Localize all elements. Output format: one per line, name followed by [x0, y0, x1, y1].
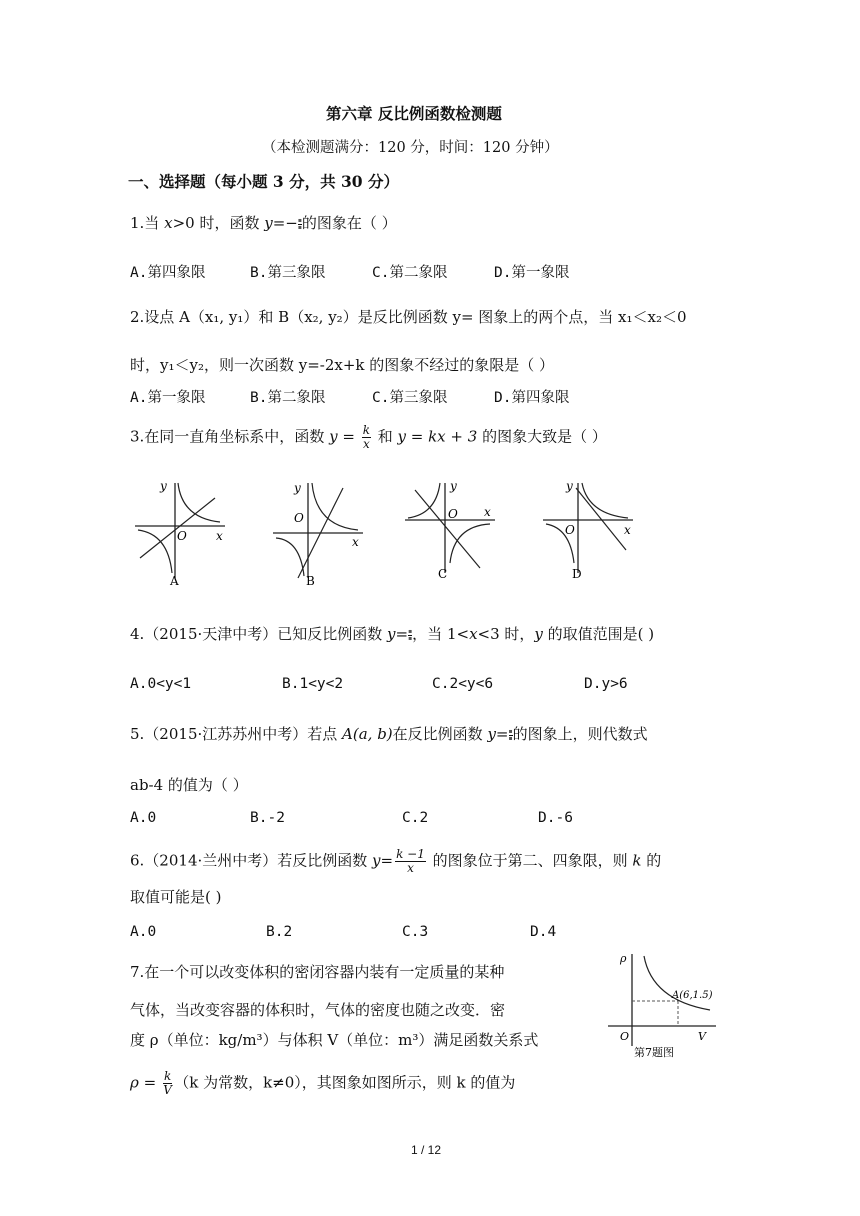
q2-option-c: C.第三象限 — [372, 390, 448, 406]
graph-b-x-label: x — [352, 535, 359, 549]
graph-d-x-label: x — [624, 523, 631, 537]
q4-option-d: D.y>6 — [584, 676, 628, 692]
q5-option-c: C.2 — [402, 810, 429, 826]
graph-d-label: D — [572, 567, 582, 581]
q1-option-a: A.第四象限 — [130, 265, 206, 281]
fraction-k-over-v: $\frac{k}{V}$ — [163, 1069, 172, 1097]
fraction-k-over-x: $\frac{k}{x}$ — [362, 423, 370, 451]
q5-option-b: B.-2 — [250, 810, 285, 826]
q1-option-b: B.第三象限 — [250, 265, 326, 281]
fraction-k-minus-1-over-x: $\frac{k -1}{x}$ — [396, 847, 425, 875]
q1-option-d: D.第一象限 — [494, 265, 570, 281]
graph-a-y-label: y — [160, 479, 167, 493]
q6-option-c: C.3 — [402, 924, 429, 940]
graph-c — [400, 478, 500, 588]
figure-7-rho-label: ρ — [620, 952, 627, 965]
graph-b — [268, 478, 368, 588]
question-3: 3.在同一直角坐标系中，函数 y = $\frac{k}{x}$ 和 y = kx + 3 的图象大致是（ ） — [130, 423, 607, 451]
graph-d-y-label: y — [566, 479, 573, 493]
question-6: 6.（2014·兰州中考）若反比例函数 y= $\frac{k -1}{x}$ 的图象位于第二、四象限，则 k 的 — [130, 847, 662, 875]
fraction-blurred: ▪ ▪ — [508, 727, 513, 742]
question-7-line-4: ρ = $\frac{k}{V}$ （k 为常数，k≠0），其图象如图所示，则 k 的值为 — [130, 1069, 516, 1097]
graph-b-y-label: y — [294, 481, 301, 495]
graph-d-origin: O — [565, 523, 575, 537]
figure-7-v-label: V — [698, 1030, 706, 1043]
q5-option-a: A.0 — [130, 810, 157, 826]
figure-7 — [598, 950, 722, 1060]
question-6-line-2: 取值可能是( ) — [130, 888, 222, 906]
question-7-line-1: 7.在一个可以改变体积的密闭容器内装有一定质量的某种 — [130, 963, 505, 981]
graph-a-x-label: x — [216, 529, 223, 543]
graph-c-x-label: x — [484, 505, 491, 519]
figure-7-caption: 第7题图 — [634, 1046, 674, 1059]
q5-option-d: D.-6 — [538, 810, 573, 826]
figure-7-origin: O — [620, 1030, 630, 1043]
page-number: 1 / 12 — [411, 1143, 442, 1157]
page-subtitle: （本检测题满分：120 分，时间：120 分钟） — [262, 140, 559, 156]
graph-a — [130, 478, 230, 588]
section-heading: 一、选择题（每小题 3 分，共 30 分） — [128, 172, 399, 191]
graph-a-label: A — [170, 574, 179, 588]
question-7-line-3: 度 ρ（单位：kg/m³）与体积 V（单位：m³）满足函数关系式 — [130, 1031, 539, 1049]
graph-c-y-label: y — [450, 479, 457, 493]
q6-option-d: D.4 — [530, 924, 557, 940]
q2-option-d: D.第四象限 — [494, 390, 570, 406]
graph-b-origin: O — [294, 511, 304, 525]
q4-option-a: A.0<y<1 — [130, 676, 192, 692]
graph-b-label: B — [306, 574, 315, 588]
question-7-line-2: 气体，当改变容器的体积时，气体的密度也随之改变．密 — [130, 1001, 506, 1019]
figure-7-point-label: A(6,1.5) — [672, 990, 713, 1001]
fraction-blurred: ▪ ▪ — [408, 627, 413, 642]
question-2-line-2: 时，y₁＜y₂，则一次函数 y=-2x+k 的图象不经过的象限是（ ） — [130, 356, 555, 374]
q2-option-b: B.第二象限 — [250, 390, 326, 406]
q1-option-c: C.第二象限 — [372, 265, 448, 281]
question-4: 4.（2015·天津中考）已知反比例函数 y= ▪ ▪，当 1<x<3 时，y 的取值范围是( ) — [130, 625, 655, 643]
q6-option-b: B.2 — [266, 924, 293, 940]
q4-option-c: C.2<y<6 — [432, 676, 494, 692]
page-title: 第六章 反比例函数检测题 — [326, 104, 502, 123]
graph-c-origin: O — [448, 507, 458, 521]
graph-d — [538, 478, 638, 588]
q4-option-b: B.1<y<2 — [282, 676, 344, 692]
q6-option-a: A.0 — [130, 924, 157, 940]
graph-c-label: C — [438, 567, 448, 581]
graph-a-origin: O — [177, 529, 187, 543]
q2-option-a: A.第一象限 — [130, 390, 206, 406]
question-2-line-1: 2.设点 A（x₁, y₁）和 B（x₂, y₂）是反比例函数 y= 图象上的两个点，当 x₁＜x₂＜0 — [130, 308, 687, 326]
question-5-line-2: ab-4 的值为（ ） — [130, 776, 248, 794]
question-5: 5.（2015·江苏苏州中考）若点 A(a, b)在反比例函数 y= ▪ ▪的图象上，则代数式 — [130, 725, 648, 743]
fraction-blurred: ▪ ▪ — [297, 216, 302, 231]
question-1: 1.当 x>0 时，函数 y=− ▪ ▪的图象在（ ） — [130, 214, 397, 232]
